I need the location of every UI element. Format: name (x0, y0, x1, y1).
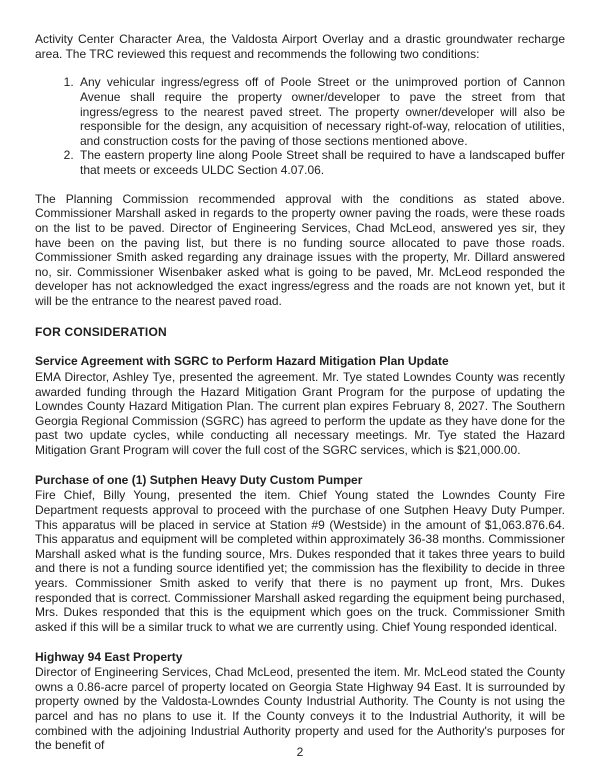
agenda-item-pumper-purchase (35, 473, 565, 635)
item-body-highway-94-property: Director of Engineering Services, Chad McLeod, presented the item. Mr. McLeod stated the County owns a 0.86-acre parcel of property located on Georgia State Highway 94 East. It is surrounded by property owned by the Valdosta-Lowndes County Industrial Authority. The County is not using the parcel and has no plans to use it. If the County conveys it to the Industrial Authority, it will be combined with the adjoining Industrial Authority property and used for the Authority's purposes for the benefit of (35, 665, 565, 753)
intro-paragraph: Activity Center Character Area, the Valdosta Airport Overlay and a drastic groundwater recharge area. The TRC reviewed this request and recommends the following two conditions: (35, 32, 565, 61)
item-body-pumper-purchase: Fire Chief, Billy Young, presented the item. Chief Young stated the Lowndes County Fire Department requests approval to proceed with the purchase of one Sutphen Heavy Duty Pumper. This apparatus will be placed in service at Station #9 (Westside) in the amount of $1,063.876.64. This apparatus and equipment will be completed within approximately 36-38 months. Commissioner Marshall asked what is the funding source, Mrs. Dukes responded that it takes three years to build and there is not a funding source identified yet; the commission has the flexibility to decide in three years. Commissioner Smith asked to verify that there is no payment up front, Mrs. Dukes responded that is correct. Commissioner Marshall asked regarding the equipment being purchased, Mrs. Dukes responded that this is the equipment which goes on the truck. Commissioner Smith asked if this will be a similar truck to what we are currently using. Chief Young responded identical. (35, 488, 565, 634)
item-title-pumper-purchase: Purchase of one (1) Sutphen Heavy Duty Custom Pumper (35, 472, 363, 487)
section-heading-for-consideration: FOR CONSIDERATION (35, 324, 167, 339)
planning-commission-paragraph: The Planning Commission recommended approval with the conditions as stated above. Commissioner Marshall asked in regards to the property owner paving the roads, were these roads on the list to be paved. Director of Engineering Services, Chad McLeod, answered yes sir, they have been on the paving list, but there is no funding source allocated to pave those roads. Commissioner Smith asked regarding any drainage issues with the property, Mr. Dillard answered no, sir. Commissioner Wisenbaker asked what is going to be paved, Mr. McLeod responded the developer has not acknowledged the exact ingress/egress and the roads are not known yet, but it will be the entrance to the nearest paved road. (35, 191, 565, 308)
conditions-list (35, 75, 565, 177)
item-title-highway-94-property: Highway 94 East Property (35, 649, 183, 664)
condition-item-1: 1. Any vehicular ingress/egress off of Poole Street or the unimproved portion of Cannon Avenue shall require the property owner/developer to pave the street from that ingress/egress to the nearest paved street. The property owner/developer will also be responsible for the design, any acquisition of necessary right-of-way, relocation of utilities, and construction costs for the paving of those sections mentioned above. (77, 75, 565, 148)
agenda-item-sgrc-agreement (35, 354, 565, 457)
condition-item-2: 2. The eastern property line along Poole Street shall be required to have a landscaped buffer that meets or exceeds ULDC Section 4.07.06. (77, 148, 565, 177)
agenda-item-highway-94-property (35, 650, 565, 753)
page-number: 2 (296, 745, 304, 760)
item-title-sgrc-agreement: Service Agreement with SGRC to Perform Hazard Mitigation Plan Update (35, 354, 449, 369)
item-body-sgrc-agreement: EMA Director, Ashley Tye, presented the agreement. Mr. Tye stated Lowndes County was recently awarded funding through the Hazard Mitigation Grant Program for the purpose of updating the Lowndes County Hazard Mitigation Plan. The current plan expires February 8, 2027. The Southern Georgia Regional Commission (SGRC) has agreed to perform the update as they have done for the past two update cycles, while conducting all necessary meetings. Mr. Tye stated the Hazard Mitigation Grant Program will cover the full cost of the SGRC services, which is $21,000.00. (35, 369, 565, 457)
